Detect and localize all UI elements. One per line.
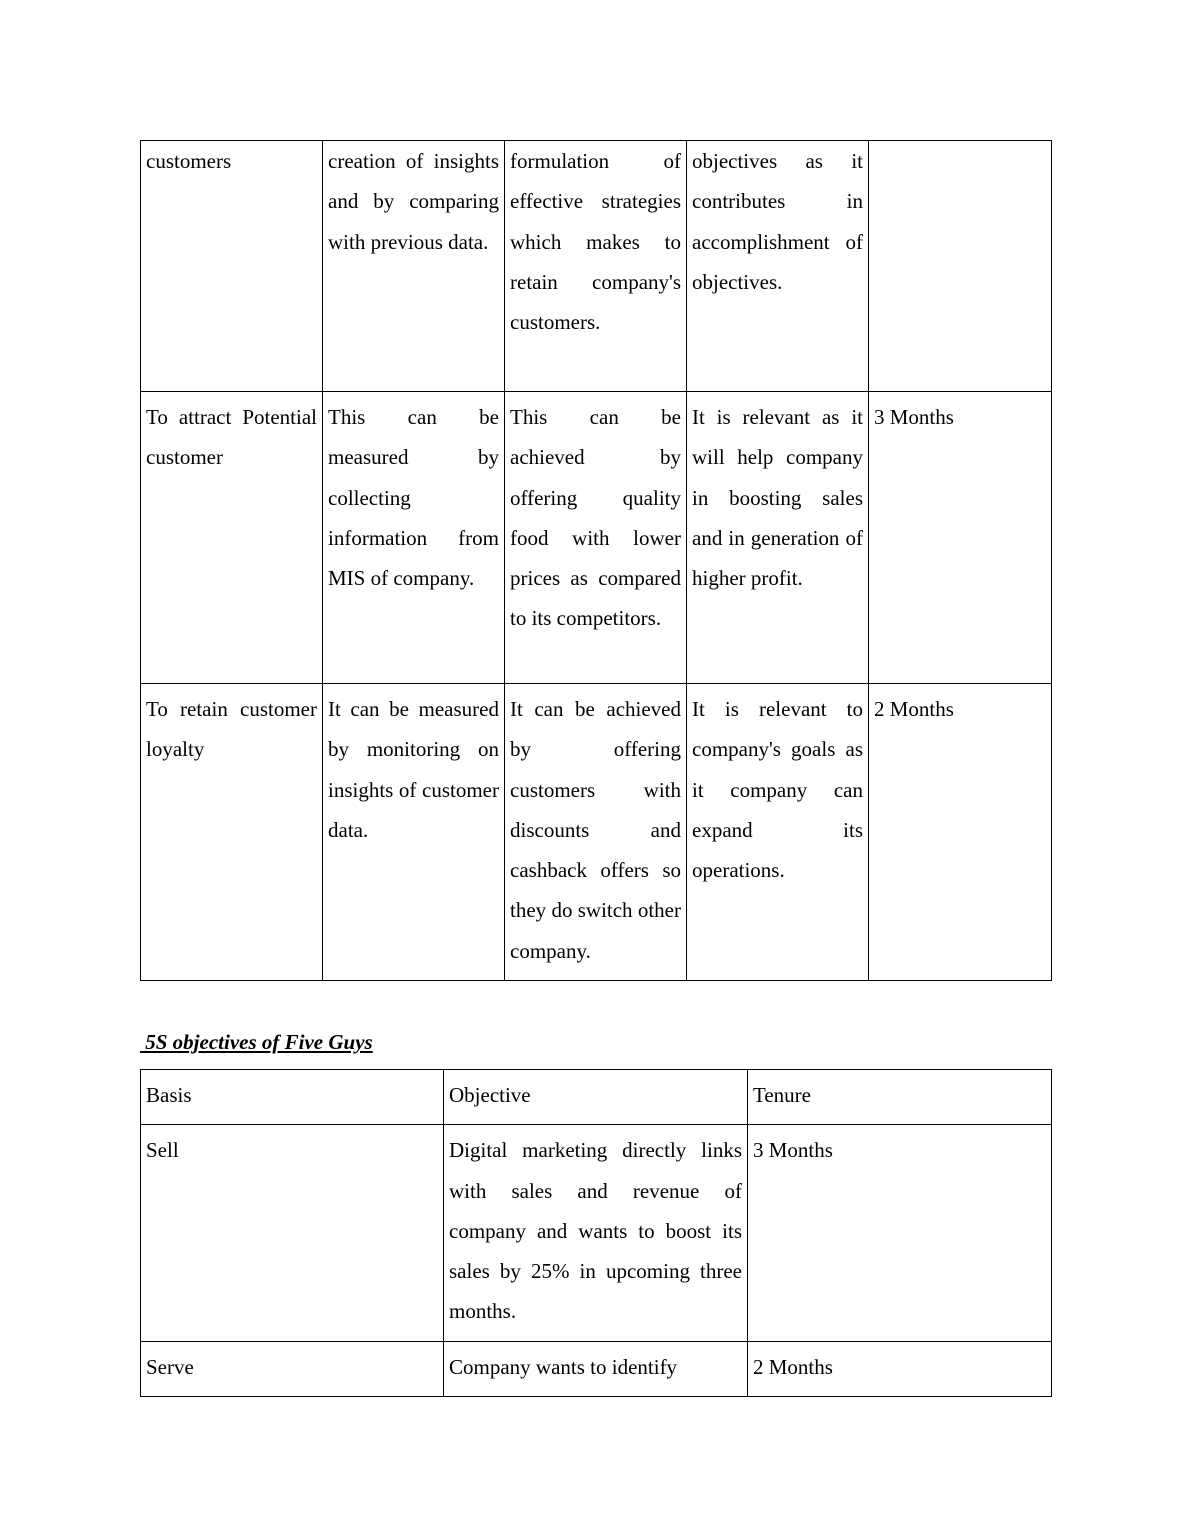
measurable-cell: creation of insights and by comparing with previous data. — [323, 141, 505, 392]
table-row — [141, 392, 1052, 684]
basis-cell: Serve — [141, 1341, 444, 1396]
relevant-cell: objectives as it contributes in accomplishment of objectives. — [687, 141, 869, 392]
relevant-cell: It is relevant to company's goals as it company can expand its operations. — [687, 684, 869, 981]
tenure-cell: 2 Months — [748, 1341, 1052, 1396]
time-cell: 3 Months — [869, 392, 1052, 684]
header-basis: Basis — [141, 1070, 444, 1125]
objective-cell: Digital marketing directly links with sales and revenue of company and wants to boost its sales by 25% in upcoming three months. — [444, 1125, 748, 1341]
table-row — [141, 684, 1052, 981]
time-cell — [869, 141, 1052, 392]
header-tenure: Tenure — [748, 1070, 1052, 1125]
section-heading: 5S objectives of Five Guys — [140, 1030, 373, 1054]
objective-cell: To attract Potential customer — [141, 392, 323, 684]
measurable-cell: It can be measured by monitoring on insights of customer data. — [323, 684, 505, 981]
objective-cell: Company wants to identify — [444, 1341, 748, 1396]
objective-cell: customers — [141, 141, 323, 392]
achievable-cell: It can be achieved by offering customers with discounts and cashback offers so they do switch other company. — [505, 684, 687, 981]
smart-objectives-table — [140, 140, 1052, 981]
measurable-cell: This can be measured by collecting information from MIS of company. — [323, 392, 505, 684]
table-row — [141, 1125, 1052, 1341]
header-objective: Objective — [444, 1070, 748, 1125]
relevant-cell: It is relevant as it will help company in boosting sales and in generation of higher profit. — [687, 392, 869, 684]
achievable-cell: formulation of effective strategies which makes to retain company's customers. — [505, 141, 687, 392]
achievable-cell: This can be achieved by offering quality food with lower prices as compared to its competitors. — [505, 392, 687, 684]
table-row — [141, 141, 1052, 392]
five-s-objectives-table — [140, 1069, 1052, 1397]
table-row — [141, 1341, 1052, 1396]
table-header-row — [141, 1070, 1052, 1125]
tenure-cell: 3 Months — [748, 1125, 1052, 1341]
objective-cell: To retain customer loyalty — [141, 684, 323, 981]
time-cell: 2 Months — [869, 684, 1052, 981]
basis-cell: Sell — [141, 1125, 444, 1341]
